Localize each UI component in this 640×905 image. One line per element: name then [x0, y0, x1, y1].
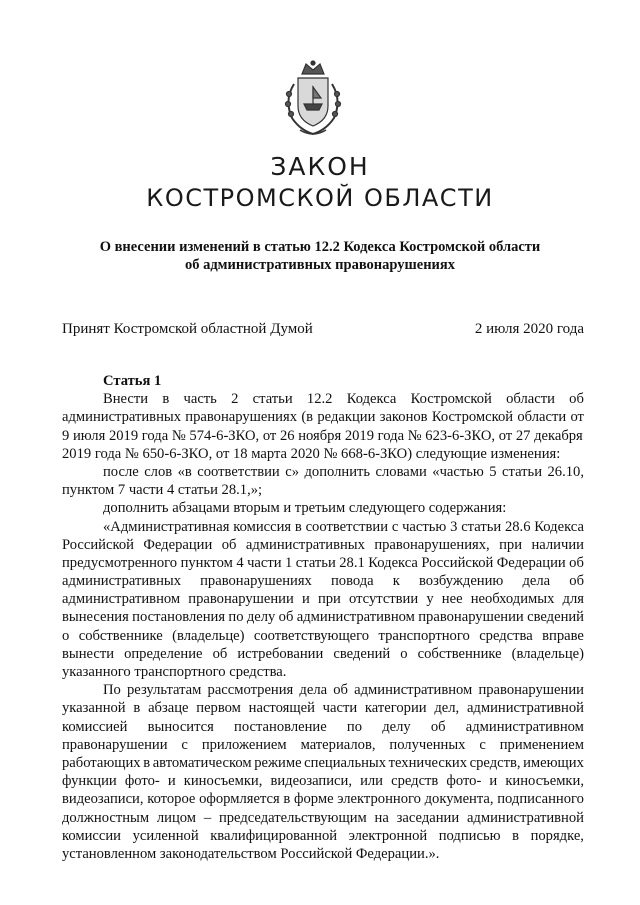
word: Внести: [103, 391, 149, 408]
word: административном: [296, 609, 415, 626]
word: «частью: [432, 463, 484, 480]
text-line: [62, 554, 584, 572]
word: режиме: [254, 754, 302, 771]
word: нее: [441, 591, 463, 608]
word: (владельце): [511, 645, 584, 662]
word: комиссией: [62, 718, 128, 735]
word: дополнить: [304, 463, 371, 480]
text-line: [62, 518, 584, 536]
word: соответствии: [197, 463, 280, 480]
word: усиленной: [132, 827, 199, 844]
law-subject-line-1: О внесении изменений в статью 12.2 Кодекса Костромской области: [99, 239, 541, 255]
word: в: [512, 827, 519, 844]
word: необходимых: [470, 591, 555, 608]
word: соответствующего: [253, 627, 370, 644]
word: электронной: [348, 827, 428, 844]
word: предусмотренного: [62, 554, 178, 571]
word: пунктом: [180, 554, 233, 571]
word: комиссия: [233, 518, 292, 535]
text-line: [62, 627, 584, 645]
word: части: [322, 700, 358, 717]
word: Российской: [62, 536, 134, 553]
word: и: [489, 773, 498, 790]
text-line: [62, 790, 584, 808]
word: к: [392, 573, 400, 590]
word: Российской: [421, 554, 494, 571]
word: Федерации: [496, 554, 566, 571]
word: правонарушении: [188, 591, 294, 608]
word: правонарушении: [62, 736, 168, 753]
word: заседании: [396, 809, 460, 826]
word: административной: [466, 809, 584, 826]
word: 4: [236, 554, 244, 571]
word: оформляется: [199, 791, 280, 808]
word: на: [374, 809, 389, 826]
word: полученных: [389, 736, 466, 753]
word: административном: [354, 682, 473, 699]
word: собственнике: [78, 627, 163, 644]
word: в: [133, 700, 141, 717]
text-line: установленном законодательством Российской Федерации.».: [62, 845, 440, 862]
word: Костромской: [410, 391, 492, 408]
text-line: [62, 590, 584, 608]
word: административном: [62, 591, 181, 608]
word: 28.6: [504, 518, 531, 535]
law-subject-line-2: об административных правонарушениях: [184, 257, 456, 273]
text-line: 2019 года № 650-6-ЗКО, от 18 марта 2020 № 668-6-ЗКО) следующие изменения:: [62, 445, 561, 462]
word: «в: [177, 463, 192, 480]
word: правонарушениях: [200, 573, 312, 590]
word: административных: [62, 409, 181, 426]
word: Кодекса: [368, 554, 418, 571]
word: наличии: [531, 536, 584, 553]
word: области: [506, 391, 555, 408]
word: постановления: [132, 609, 226, 626]
text-line: [62, 463, 584, 481]
word: категории: [364, 700, 427, 717]
text-line: пунктом 7 части 4 статьи 28.1,»;: [62, 482, 263, 499]
word: о: [62, 627, 70, 644]
word: технических: [388, 754, 468, 771]
word: от: [570, 409, 584, 426]
word: административной: [466, 700, 584, 717]
word: повода: [330, 573, 374, 590]
word: видеозаписи,: [270, 773, 352, 790]
word: отсутствии: [349, 591, 419, 608]
word: сведений: [333, 645, 391, 662]
word: фото-: [124, 773, 160, 790]
word: которое: [147, 791, 196, 808]
text-line: дополнить абзацами вторым и третьим следующего содержания:: [103, 500, 507, 517]
word: функции: [62, 773, 117, 790]
word: об: [221, 536, 237, 553]
text-line: [62, 827, 584, 845]
adopted-by: Принят Костромской областной Думой: [62, 321, 313, 337]
word: административном: [465, 718, 584, 735]
word: об: [212, 645, 228, 662]
word: по: [228, 609, 244, 626]
word: о: [400, 645, 408, 662]
word: об: [333, 682, 348, 699]
text-line: [62, 736, 584, 754]
word: или: [360, 773, 383, 790]
word: видеозаписи,: [62, 791, 144, 808]
word: об: [569, 554, 584, 571]
word: вынесения: [62, 609, 129, 626]
article-body: [62, 372, 584, 863]
word: для: [562, 591, 584, 608]
word: фото-: [446, 773, 482, 790]
word: приложением: [201, 736, 287, 753]
word: административных: [245, 536, 365, 553]
word: и: [167, 773, 176, 790]
text-line: [62, 772, 584, 790]
word: должностным: [62, 809, 150, 826]
word: порядке,: [530, 827, 584, 844]
word: Костромской: [431, 409, 514, 426]
word: киносъемки,: [505, 773, 584, 790]
word: делу: [246, 609, 276, 626]
word: «Административная: [103, 518, 230, 535]
word: результатам: [127, 682, 202, 699]
word: об: [430, 718, 446, 735]
word: об: [569, 391, 584, 408]
word: административных: [62, 573, 181, 590]
word: соответствии: [305, 518, 389, 535]
word: об: [278, 609, 294, 626]
word: правонарушении: [478, 682, 584, 699]
text-line: [62, 809, 584, 827]
word: (владельце): [172, 627, 245, 644]
word: материалов,: [300, 736, 376, 753]
word: в: [162, 391, 170, 408]
word: с: [391, 518, 399, 535]
text-line: [62, 572, 584, 590]
word: Кодекса: [346, 391, 397, 408]
word: лицом: [156, 809, 197, 826]
word: части: [247, 554, 282, 571]
text-line: [62, 645, 584, 663]
word: подписью: [438, 827, 501, 844]
word: статьи: [252, 391, 293, 408]
word: дел,: [434, 700, 460, 717]
word: –: [203, 809, 212, 826]
word: 12.2: [306, 391, 333, 408]
word: 9 июля 2019 года № 574-6-ЗКО, от 26 ноября 2019 года № 623-6-ЗКО, от 27 декабря: [62, 427, 583, 444]
word: настоящей: [248, 700, 315, 717]
adopted-date: 2 июля 2020 года: [474, 321, 584, 337]
text-line: [62, 408, 584, 426]
word: по: [346, 718, 362, 735]
text-line: [62, 681, 584, 699]
word: средств,: [469, 754, 521, 771]
word: статьи: [502, 463, 543, 480]
word: форме: [294, 791, 334, 808]
word: 5: [489, 463, 497, 480]
word: у: [426, 591, 434, 608]
word: (в: [301, 409, 314, 426]
word: с: [181, 736, 188, 753]
word: По: [103, 682, 121, 699]
word: дела: [522, 573, 551, 590]
word: киносъемки,: [183, 773, 263, 790]
word: в: [283, 791, 291, 808]
word: 2: [231, 391, 239, 408]
word: правонарушениях: [185, 409, 298, 426]
word: транспортного: [378, 627, 470, 644]
word: в: [294, 518, 302, 535]
word: постановление: [234, 718, 327, 735]
word: указанной: [62, 700, 126, 717]
word: истребовании: [237, 645, 324, 662]
word: 1: [285, 554, 293, 571]
word: в: [143, 754, 151, 771]
word: собственнике: [417, 645, 502, 662]
word: 28.1: [339, 554, 365, 571]
text-line: [62, 718, 584, 736]
law-title: ЗАКОН: [270, 152, 370, 181]
word: правонарушении: [418, 609, 524, 626]
text-line: [62, 754, 584, 772]
word: комиссии: [62, 827, 121, 844]
word: статьи: [295, 554, 336, 571]
word: с»: [285, 463, 299, 480]
word: частью: [402, 518, 447, 535]
word: редакции: [317, 409, 376, 426]
word: специальных: [304, 754, 387, 771]
word: словами: [375, 463, 427, 480]
word: области: [517, 409, 567, 426]
word: первом: [196, 700, 241, 717]
word: Кодекса: [534, 518, 584, 535]
text-line: [62, 390, 584, 408]
word: квалифицированной: [210, 827, 338, 844]
word: выносится: [147, 718, 214, 735]
coat-of-arms-emblem-icon: [278, 60, 348, 138]
word: работающих: [62, 754, 141, 771]
word: и: [301, 591, 310, 608]
word: после: [103, 463, 139, 480]
word: дела: [299, 682, 328, 699]
word: сведений: [527, 609, 584, 626]
text-line: [62, 608, 584, 626]
text-line: [62, 536, 584, 554]
word: документа,: [424, 791, 494, 808]
word: подписанного: [497, 791, 584, 808]
word: имеющих: [523, 754, 584, 771]
word: Федерации: [143, 536, 213, 553]
word: возбуждению: [419, 573, 504, 590]
word: законов: [379, 409, 428, 426]
text-line: [62, 427, 584, 445]
word: 26.10,: [547, 463, 584, 480]
word: при: [317, 591, 341, 608]
word: электронного: [337, 791, 421, 808]
word: правонарушениях,: [374, 536, 490, 553]
word: применением: [499, 736, 584, 753]
word: средств: [391, 773, 439, 790]
text-line: указанного транспортного средства.: [62, 664, 287, 680]
word: об: [569, 573, 584, 590]
word: статьи: [461, 518, 502, 535]
word: абзаце: [148, 700, 189, 717]
word: вправе: [542, 627, 584, 644]
word: часть: [183, 391, 217, 408]
article-heading: Статья 1: [103, 373, 162, 389]
word: средства: [479, 627, 533, 644]
word: с: [479, 736, 486, 753]
law-region-title: КОСТРОМСКОЙ ОБЛАСТИ: [146, 184, 494, 212]
word: автоматическом: [152, 754, 252, 771]
text-line: [62, 699, 584, 717]
word: при: [499, 536, 523, 553]
word: делу: [382, 718, 411, 735]
word: 3: [450, 518, 458, 535]
word: рассмотрения: [207, 682, 294, 699]
word: председательствующим: [218, 809, 367, 826]
word: определение: [124, 645, 203, 662]
word: вынести: [62, 645, 115, 662]
word: слов: [144, 463, 173, 480]
